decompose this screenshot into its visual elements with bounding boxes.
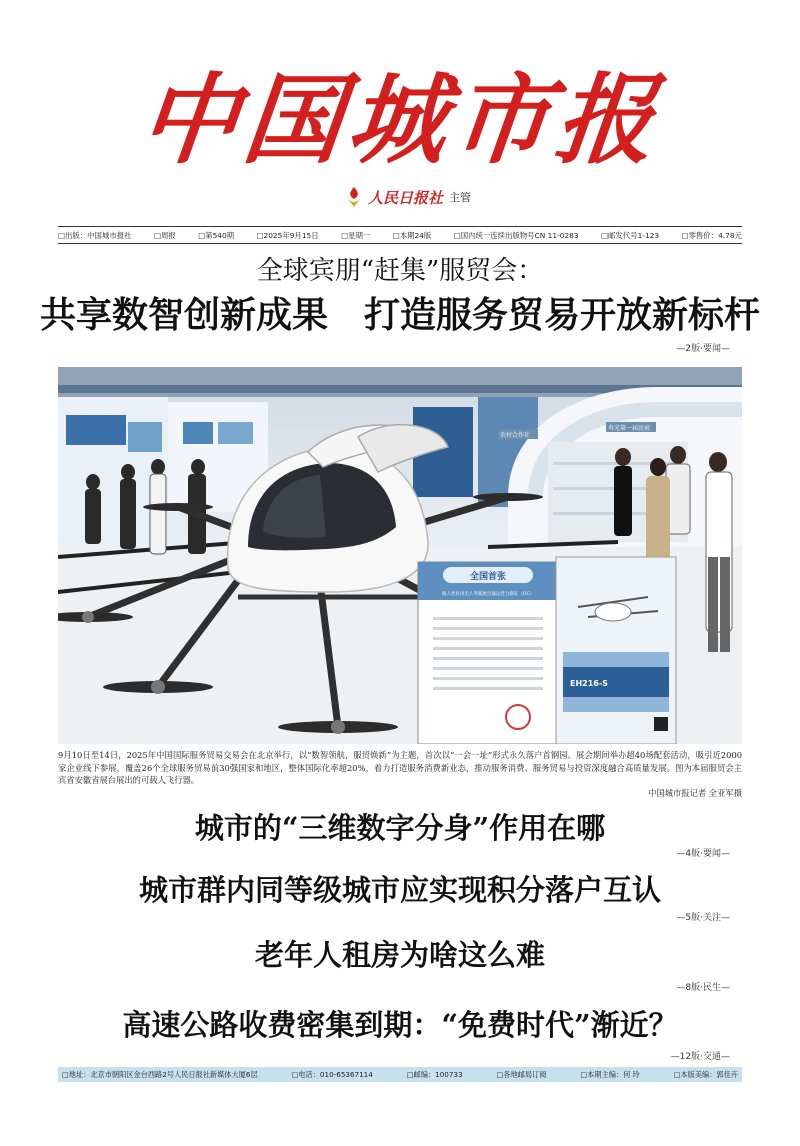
card-model: EH216-S [570, 679, 608, 688]
info-frequency: □周报 [153, 230, 176, 240]
story-page-ref: —8版·民生— [676, 983, 730, 993]
lead-photo [58, 367, 742, 744]
story-page-ref: —4版·要闻— [676, 849, 730, 859]
footer-chief-editor: □本期主编：何 玲 [580, 1069, 640, 1079]
story-page-ref: —5版·关注— [676, 913, 730, 923]
info-weekday: □星期一 [341, 230, 371, 240]
sign-subtitle: 载人类民用无人驾驶航空器运营合格证（OC） [441, 592, 535, 597]
info-cn-number: □国内统一连续出版物号CN 11-0283 [453, 230, 579, 240]
lead-photo-illustration [58, 367, 742, 744]
footer-info-bar [58, 1067, 742, 1082]
story-headline[interactable]: 老年人租房为啥这么难 [254, 938, 545, 972]
publisher-role: 主管 [449, 191, 472, 204]
photo-caption [58, 749, 742, 799]
info-date: □2025年9月15日 [256, 230, 319, 240]
people-daily-emblem-icon [344, 186, 364, 208]
lead-kicker: 全球宾朋“赶集”服贸会： [256, 256, 544, 286]
booth-label-2: 寿光第一届民宿 [608, 425, 651, 432]
footer-designer: □本版美编：郭佳卉 [673, 1069, 738, 1079]
booth-label-1: 农村合作社 [500, 432, 531, 439]
newspaper-title: 中国城市报 [133, 63, 667, 178]
info-postal-code: □邮发代号1-123 [601, 230, 660, 240]
info-pages: □本期24版 [392, 230, 432, 240]
footer-phone: □电话：010-65367114 [291, 1069, 373, 1079]
story-headline[interactable]: 高速公路收费密集到期：“免费时代”渐近？ [122, 1008, 678, 1042]
photo-credit: 中国城市报记者 全亚军摄 [648, 787, 742, 798]
publisher-name: 人民日报社 [368, 188, 444, 207]
story-headline[interactable]: 城市的“三维数字分身”作用在哪 [194, 811, 606, 845]
info-publisher: □出版：中国城市报社 [58, 230, 132, 240]
footer-postcode: □邮编：100733 [406, 1069, 463, 1079]
footer-address: □地址：北京市朝阳区金台西路2号人民日报社新媒体大厦6层 [62, 1069, 258, 1079]
story-page-ref: —12版·交通— [670, 1052, 730, 1062]
story-headline[interactable]: 城市群内同等级城市应实现积分落户互认 [138, 873, 661, 907]
caption-text: 9月10日至14日，2025年中国国际服务贸易交易会在北京举行，以“数智领航，服贸焕新”为主题，首次以“一会一址”形式永久落户首钢园。展会期间举办超40场配套活动，吸引近2000家企业线下参展，覆盖26个全球服务贸易前30强国家和地区，整体国际化率超20%，着力打造服务消费新业态，推动服务消费、服务贸易与投资深度融合高质量发展。图为本届服贸会主宾省安徽省展台展出的可载人飞行器。 [58, 750, 742, 785]
publisher-line [344, 186, 471, 208]
lead-page-ref: —2版·要闻— [676, 344, 730, 354]
sign-title: 全国首张 [469, 572, 507, 582]
footer-subscription: □各地邮局订阅 [496, 1069, 547, 1079]
issue-info-bar [58, 226, 742, 244]
info-price: □零售价：4.78元 [681, 230, 742, 240]
masthead [0, 62, 800, 207]
lead-headline: 共享数智创新成果 打造服务贸易开放新标杆 [39, 294, 760, 336]
info-issue-number: □第540期 [198, 230, 235, 240]
